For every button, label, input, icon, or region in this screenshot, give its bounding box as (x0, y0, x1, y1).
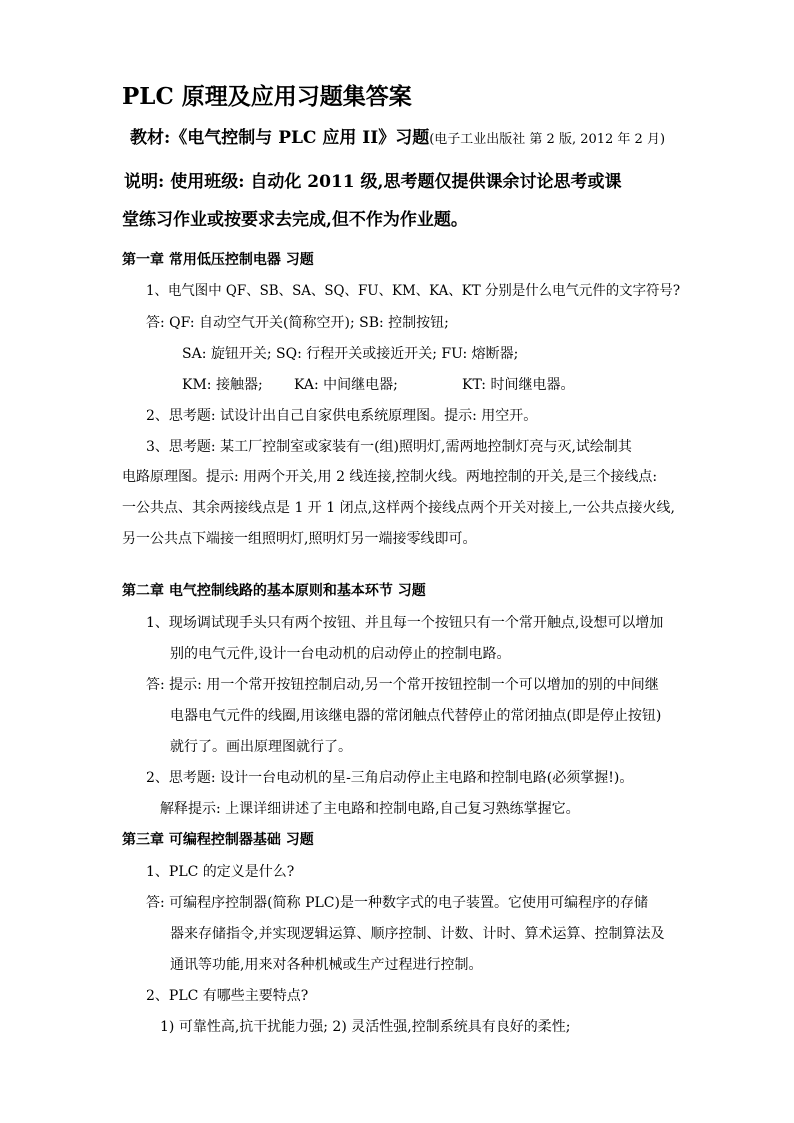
ch1-answer-1-line-3c: KT: 时间继电器。 (462, 377, 575, 393)
ch1-question-3-line-4: 另一公共点下端接一组照明灯,照明灯另一端接零线即可。 (122, 531, 477, 547)
chapter-2-heading: 第二章 电气控制线路的基本原则和基本环节 习题 (122, 583, 426, 599)
ch2-question-1-line-2: 别的电气元件,设计一台电动机的启动停止的控制电路。 (170, 646, 511, 662)
ch3-question-1: 1、PLC 的定义是什么? (146, 864, 295, 880)
ch2-answer-2: 解释提示: 上课详细讲述了主电路和控制电路,自己复习熟练掌握它。 (160, 801, 580, 817)
ch3-answer-1-line-2: 器来存储指令,并实现逻辑运算、顺序控制、计数、计时、算术运算、控制算法及 (170, 926, 665, 942)
ch3-question-2: 2、PLC 有哪些主要特点? (146, 988, 309, 1004)
ch1-answer-1-line-3b: KA: 中间继电器; (294, 377, 398, 393)
ch1-answer-1-line-2: SA: 旋钮开关; SQ: 行程开关或接近开关; FU: 熔断器; (182, 346, 519, 362)
textbook-main: 教材:《电气控制与 PLC 应用 II》习题 (130, 128, 430, 148)
ch1-question-3-line-3: 一公共点、其余两接线点是 1 开 1 闭点,这样两个接线点两个开关对接上,一公共点接火线, (122, 500, 675, 516)
ch1-answer-1-line-3a: KM: 接触器; (182, 377, 263, 393)
chapter-1-heading: 第一章 常用低压控制电器 习题 (122, 252, 314, 268)
ch1-question-3-line-2: 电路原理图。提示: 用两个开关,用 2 线连接,控制火线。两地控制的开关,是三个接线点: (122, 469, 658, 485)
ch3-answer-1-line-1: 答: 可编程序控制器(简称 PLC)是一种数字式的电子装置。它使用可编程序的存储 (146, 895, 648, 911)
ch2-answer-1-line-3: 就行了。画出原理图就行了。 (170, 739, 352, 755)
chapter-3-heading: 第三章 可编程控制器基础 习题 (122, 832, 314, 848)
ch1-answer-1-line-1: 答: QF: 自动空气开关(简称空开); SB: 控制按钮; (146, 315, 449, 331)
ch3-answer-2-line-1: 1) 可靠性高,抗干扰能力强; 2) 灵活性强,控制系统具有良好的柔性; (160, 1019, 571, 1035)
note-line-2: 堂练习作业或按要求去完成,但不作为作业题。 (122, 210, 468, 230)
textbook-line (130, 126, 665, 152)
textbook-publisher: (电子工业出版社 第 2 版, 2012 年 2 月) (429, 132, 666, 147)
ch2-answer-1-line-2: 电器电气元件的线圈,用该继电器的常闭触点代替停止的常闭抽点(即是停止按钮) (170, 708, 662, 724)
ch3-answer-1-line-3: 通讯等功能,用来对各种机械或生产过程进行控制。 (170, 957, 483, 973)
ch2-question-2: 2、思考题: 设计一台电动机的星-三角启动停止主电路和控制电路(必须掌握!)。 (146, 770, 634, 786)
document-title: PLC 原理及应用习题集答案 (122, 83, 412, 110)
note-line-1: 说明: 使用班级: 自动化 2011 级,思考题仅提供课余讨论思考或课 (124, 172, 622, 192)
ch1-question-2: 2、思考题: 试设计出自己自家供电系统原理图。提示: 用空开。 (146, 408, 538, 424)
ch2-answer-1-line-1: 答: 提示: 用一个常开按钮控制启动,另一个常开按钮控制一个可以增加的别的中间继 (146, 677, 659, 693)
ch1-question-3-line-1: 3、思考题: 某工厂控制室或家装有一(组)照明灯,需两地控制灯亮与灭,试绘制其 (146, 439, 632, 455)
ch1-question-1: 1、电气图中 QF、SB、SA、SQ、FU、KM、KA、KT 分别是什么电气元件的文字符号? (146, 283, 681, 299)
ch2-question-1-line-1: 1、现场调试现手头只有两个按钮、并且每一个按钮只有一个常开触点,设想可以增加 (146, 615, 664, 631)
